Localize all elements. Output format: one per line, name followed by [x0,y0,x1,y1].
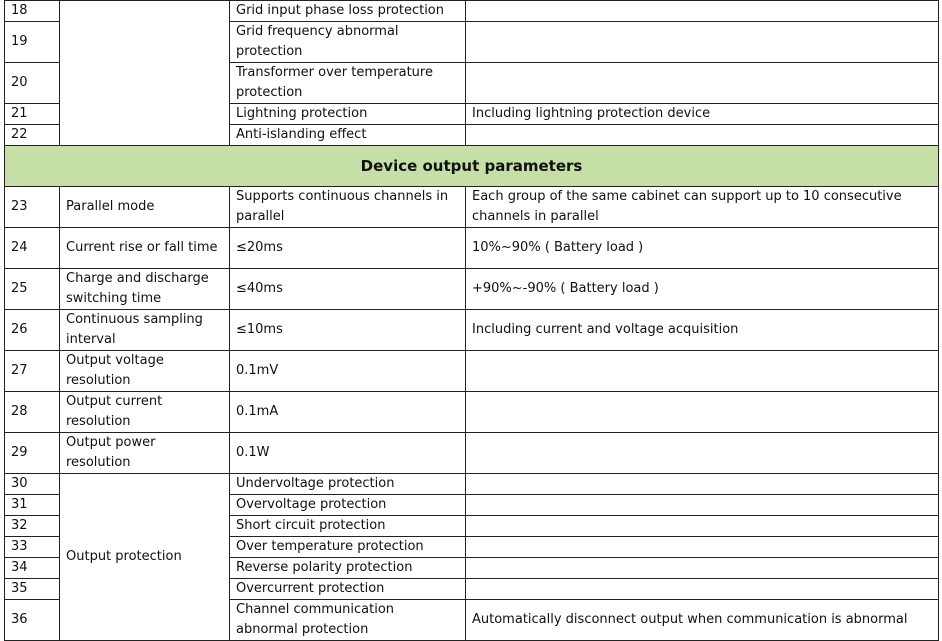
row-number: 20 [5,63,60,104]
note-cell: Automatically disconnect output when communication is abnormal [466,600,939,641]
note-cell: Including lightning protection device [466,104,939,125]
section-title: Device output parameters [5,146,939,187]
note-cell [466,351,939,392]
parameter-cell: Anti-islanding effect [230,125,466,146]
note-cell: 10%~90% ( Battery load ) [466,228,939,269]
table-row [5,433,939,474]
row-number: 32 [5,516,60,537]
parameter-cell: Reverse polarity protection [230,558,466,579]
row-number: 36 [5,600,60,641]
row-number: 28 [5,392,60,433]
item-cell: Output current resolution [60,392,230,433]
table-row [5,310,939,351]
note-cell [466,1,939,22]
table-row [5,228,939,269]
note-cell [466,579,939,600]
parameter-cell: Grid input phase loss protection [230,1,466,22]
item-cell-output-protection: Output protection [60,474,230,641]
parameter-cell: Overvoltage protection [230,495,466,516]
row-number: 31 [5,495,60,516]
item-cell: Output power resolution [60,433,230,474]
item-cell-empty [60,1,230,146]
row-number: 35 [5,579,60,600]
parameter-cell: 0.1mA [230,392,466,433]
row-number: 33 [5,537,60,558]
row-number: 24 [5,228,60,269]
note-cell [466,558,939,579]
note-cell [466,63,939,104]
table-row [5,474,939,495]
spec-table [4,0,939,641]
parameter-cell: Lightning protection [230,104,466,125]
note-cell [466,22,939,63]
row-number: 19 [5,22,60,63]
table-row [5,269,939,310]
item-cell: Continuous sampling interval [60,310,230,351]
table-row [5,351,939,392]
parameter-cell: Short circuit protection [230,516,466,537]
table-row [5,392,939,433]
parameter-cell: ≤20ms [230,228,466,269]
table-row [5,187,939,228]
parameter-cell: Over temperature protection [230,537,466,558]
row-number: 27 [5,351,60,392]
parameter-cell: 0.1mV [230,351,466,392]
row-number: 21 [5,104,60,125]
parameter-cell: Overcurrent protection [230,579,466,600]
parameter-cell: Grid frequency abnormal protection [230,22,466,63]
row-number: 25 [5,269,60,310]
item-cell: Output voltage resolution [60,351,230,392]
parameter-cell: Undervoltage protection [230,474,466,495]
note-cell: Including current and voltage acquisition [466,310,939,351]
note-cell: Each group of the same cabinet can support up to 10 consecutive channels in parallel [466,187,939,228]
note-cell: +90%~-90% ( Battery load ) [466,269,939,310]
parameter-cell: Transformer over temperature protection [230,63,466,104]
table-row [5,1,939,22]
row-number: 34 [5,558,60,579]
section-header-row [5,146,939,187]
item-cell: Current rise or fall time [60,228,230,269]
row-number: 30 [5,474,60,495]
row-number: 18 [5,1,60,22]
row-number: 23 [5,187,60,228]
parameter-cell: ≤40ms [230,269,466,310]
parameter-cell: Supports continuous channels in parallel [230,187,466,228]
note-cell [466,433,939,474]
row-number: 29 [5,433,60,474]
parameter-cell: Channel communication abnormal protection [230,600,466,641]
item-cell: Charge and discharge switching time [60,269,230,310]
row-number: 22 [5,125,60,146]
note-cell [466,474,939,495]
parameter-cell: ≤10ms [230,310,466,351]
note-cell [466,516,939,537]
item-cell: Parallel mode [60,187,230,228]
note-cell [466,537,939,558]
note-cell [466,125,939,146]
note-cell [466,392,939,433]
parameter-cell: 0.1W [230,433,466,474]
row-number: 26 [5,310,60,351]
note-cell [466,495,939,516]
